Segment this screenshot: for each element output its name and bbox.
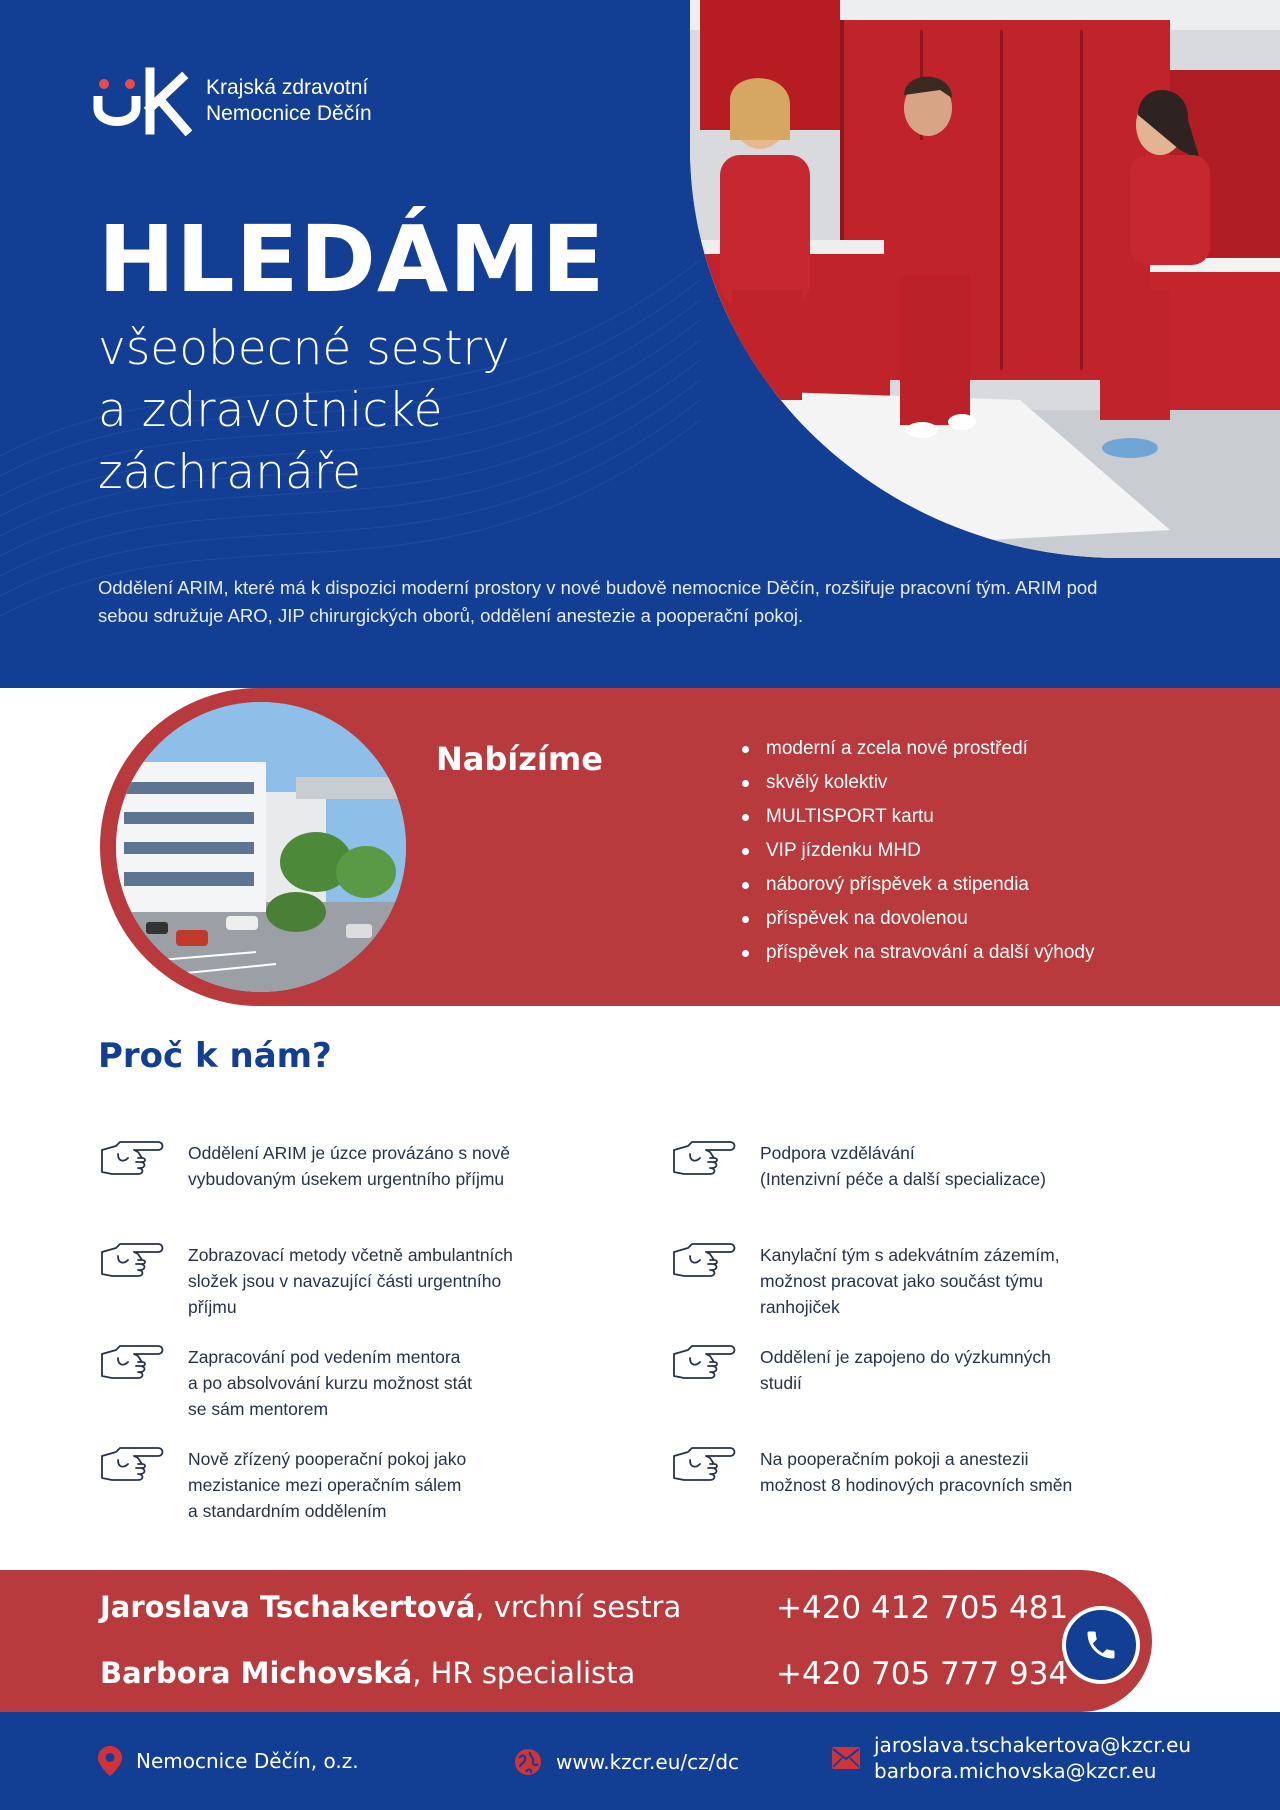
why-item	[98, 1140, 510, 1192]
pointing-hand-icon	[98, 1342, 166, 1382]
why-item	[670, 1140, 1046, 1192]
why-item-text	[188, 1446, 466, 1524]
contact-person	[100, 1590, 681, 1624]
why-item-line: Zobrazovací metody včetně ambulantních	[188, 1245, 513, 1265]
brand-name	[206, 75, 372, 127]
why-item	[670, 1446, 1072, 1498]
why-item-line: mezistanice mezi operačním sálem	[188, 1475, 462, 1495]
why-item-line: možnost 8 hodinových pracovních směn	[760, 1475, 1073, 1495]
hero-subtitle	[98, 318, 510, 504]
footer-website-link[interactable]: www.kzcr.eu/cz/dc	[556, 1750, 740, 1774]
brand-name-line1: Krajská zdravotní	[206, 76, 369, 99]
pointing-hand-icon	[98, 1240, 166, 1280]
offer-item: příspěvek na stravování a další výhody	[740, 936, 1094, 970]
pointing-hand-icon	[670, 1240, 738, 1280]
why-item-line: Podpora vzdělávání	[760, 1143, 915, 1163]
contact-name: Jaroslava Tschakertová	[100, 1590, 476, 1624]
envelope-icon	[832, 1747, 860, 1769]
why-item-line: Na pooperačním pokoji a anestezii	[760, 1449, 1029, 1469]
pointing-hand-icon	[98, 1444, 166, 1484]
contact-name: Barbora Michovská	[100, 1656, 413, 1690]
offer-item: příspěvek na dovolenou	[740, 902, 1094, 936]
pointing-hand-icon	[670, 1138, 738, 1178]
why-item-line: možnost pracovat jako součást týmu	[760, 1271, 1044, 1291]
contact-role: , HR specialista	[412, 1656, 636, 1690]
hero-title: HLEDÁME	[98, 206, 606, 313]
why-item-line: se sám mentorem	[188, 1399, 329, 1419]
offer-item: VIP jízdenku MHD	[740, 834, 1094, 868]
why-item	[98, 1446, 466, 1524]
why-item	[98, 1242, 513, 1320]
why-item-line: složek jsou v navazující části urgentního	[188, 1271, 502, 1291]
why-item-line: Oddělení je zapojeno do výzkumných	[760, 1347, 1051, 1367]
footer-email-link[interactable]: barbora.michovska@kzcr.eu	[874, 1759, 1157, 1783]
why-item-text	[760, 1344, 1051, 1396]
location-pin-icon	[98, 1746, 122, 1776]
why-item-line: a standardním oddělením	[188, 1501, 387, 1521]
footer-email-list	[874, 1732, 1191, 1784]
footer-address	[98, 1746, 359, 1776]
offer-item: skvělý kolektiv	[740, 766, 1094, 800]
hero-description: Oddělení ARIM, které má k dispozici moderní prostory v nové budově nemocnice Děčín, rozšiřuje pracovní tým. ARIM pod sebou sdružuje ARO, JIP chirurgických oborů, oddělení anestezie a pooperační pokoj.	[98, 577, 1098, 626]
phone-icon	[1083, 1627, 1119, 1663]
why-item-text	[188, 1140, 510, 1192]
why-item-text	[760, 1140, 1046, 1192]
why-item-line: a po absolvování kurzu možnost stát	[188, 1373, 473, 1393]
why-item-text	[760, 1242, 1060, 1320]
hero-section	[0, 0, 1280, 688]
contact-phone[interactable]: +420 412 705 481	[776, 1590, 1069, 1626]
why-item-text	[760, 1446, 1072, 1498]
brand-name-line2: Nemocnice Děčín	[206, 102, 372, 125]
why-item-line: (Intenzivní péče a další specializace)	[760, 1169, 1046, 1189]
why-item-text	[188, 1344, 472, 1422]
hero-subtitle-line: záchranáře	[98, 445, 362, 500]
offer-item: MULTISPORT kartu	[740, 800, 1094, 834]
contact-section	[0, 1570, 1152, 1712]
why-item	[98, 1344, 472, 1422]
why-item-line: vybudovaným úsekem urgentního příjmu	[188, 1169, 505, 1189]
offer-item: náborový příspěvek a stipendia	[740, 868, 1094, 902]
offer-list	[740, 732, 1094, 970]
why-title: Proč k nám?	[98, 1036, 332, 1076]
why-item-line: studií	[760, 1373, 802, 1393]
contact-role: , vrchní sestra	[475, 1590, 682, 1624]
why-item-text	[188, 1242, 513, 1320]
hero-subtitle-line: a zdravotnické	[98, 383, 443, 438]
why-item-line: Nově zřízený pooperační pokoj jako	[188, 1449, 467, 1469]
globe-icon	[514, 1748, 542, 1776]
footer-address-text: Nemocnice Děčín, o.z.	[136, 1749, 359, 1773]
why-item-line: Zapracování pod vedením mentora	[188, 1347, 461, 1367]
footer-emails	[832, 1732, 1191, 1784]
why-item	[670, 1344, 1051, 1396]
footer	[0, 1712, 1280, 1810]
contact-phone[interactable]: +420 705 777 934	[776, 1656, 1069, 1692]
pointing-hand-icon	[670, 1342, 738, 1382]
why-item-line: příjmu	[188, 1297, 237, 1317]
call-button[interactable]	[1062, 1606, 1140, 1684]
contact-person	[100, 1656, 635, 1690]
footer-email-link[interactable]: jaroslava.tschakertova@kzcr.eu	[874, 1733, 1192, 1757]
offer-title: Nabízíme	[436, 740, 603, 778]
hero-subtitle-line: všeobecné sestry	[98, 321, 510, 376]
pointing-hand-icon	[98, 1138, 166, 1178]
why-item-line: Oddělení ARIM je úzce provázáno s nově	[188, 1143, 510, 1163]
offer-section	[0, 688, 1280, 1006]
pointing-hand-icon	[670, 1444, 738, 1484]
brand-logo	[92, 66, 372, 136]
footer-website[interactable]	[514, 1748, 739, 1776]
why-item-line: ranhojiček	[760, 1297, 840, 1317]
hospital-building-photo	[116, 702, 406, 992]
offer-item: moderní a zcela nové prostředí	[740, 732, 1094, 766]
why-item	[670, 1242, 1060, 1320]
why-item-line: Kanylační tým s adekvátním zázemím,	[760, 1245, 1060, 1265]
uk-logo-icon	[92, 66, 192, 136]
